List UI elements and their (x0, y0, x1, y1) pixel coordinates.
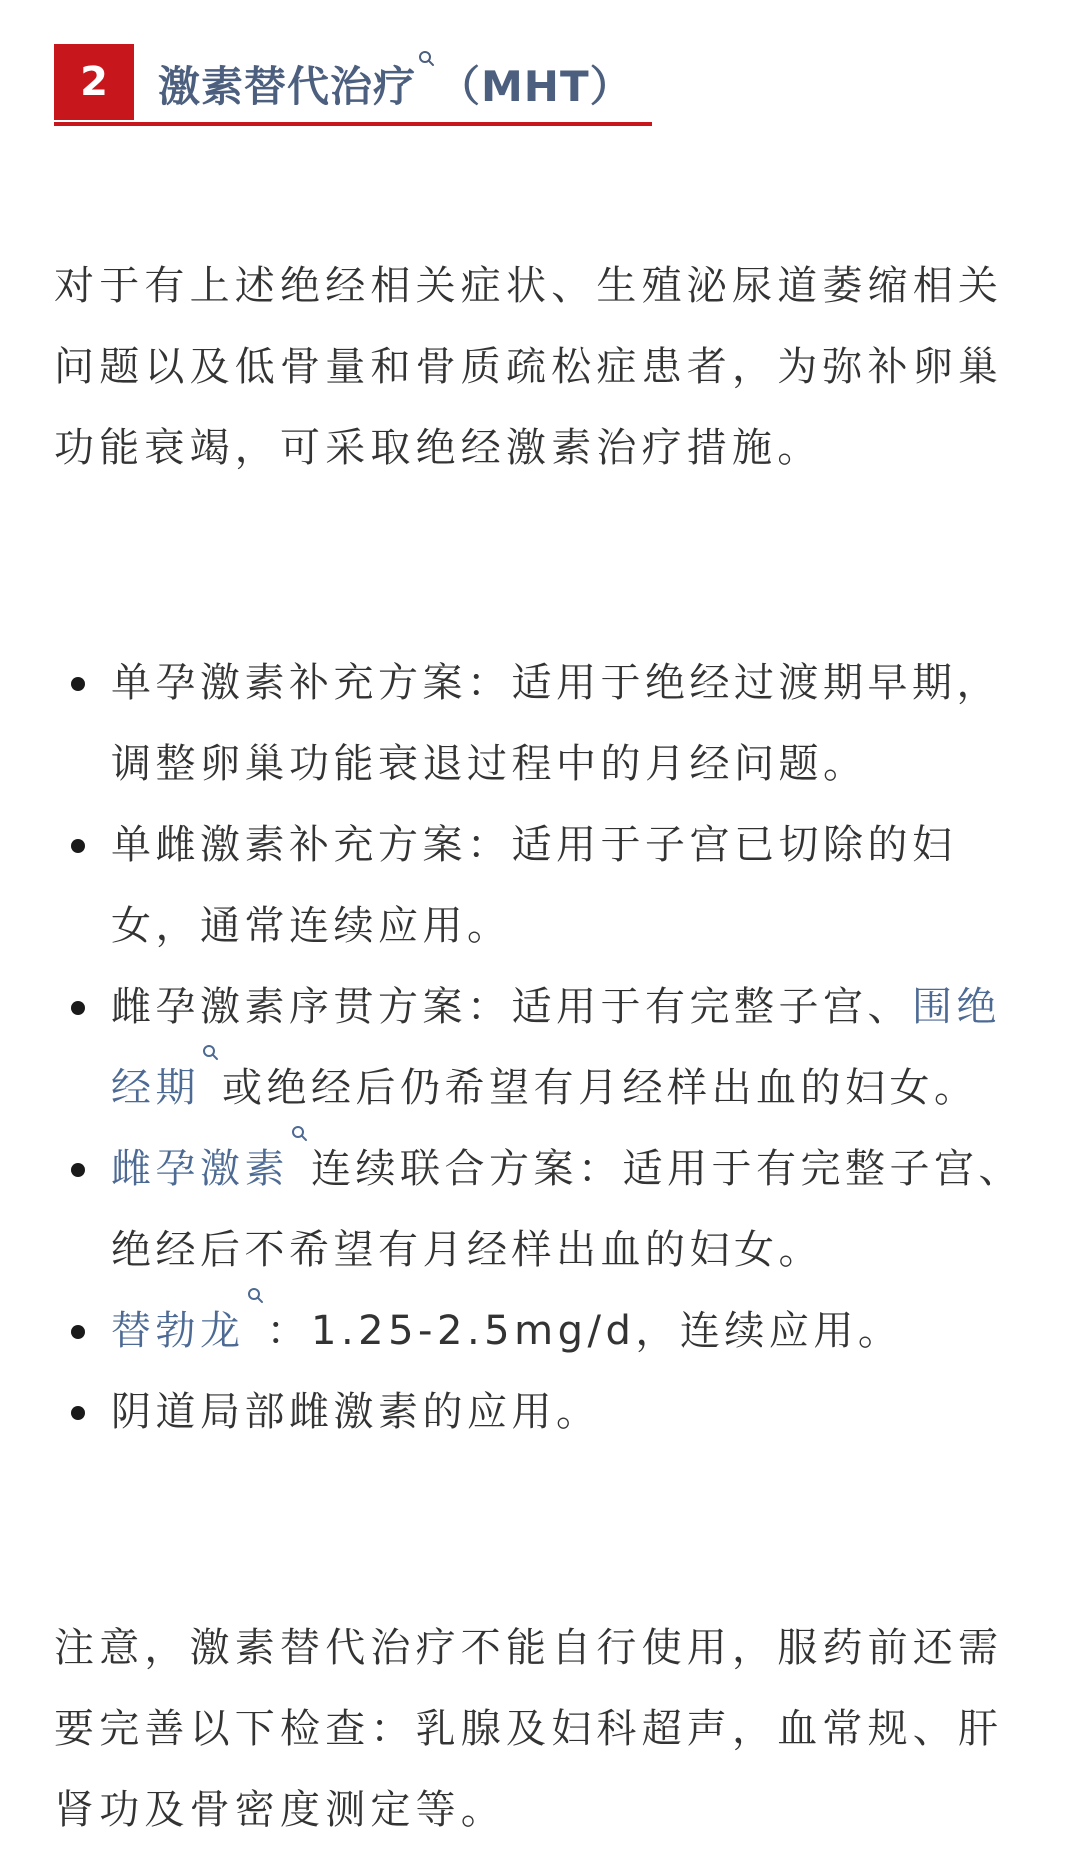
list-item-text: 单孕激素补充方案：适用于绝经过渡期早期，调整卵巢功能衰退过程中的月经问题。 (111, 660, 1001, 787)
bullet-dot (71, 839, 85, 853)
list-item (54, 1291, 1028, 1372)
term-link-perimenopause[interactable]: 围绝经期 (111, 984, 1001, 1111)
term-link-estrogen-progestogen[interactable]: 雌孕激素 (111, 1146, 289, 1192)
section-title-suffix: （MHT） (438, 62, 633, 111)
article-content (54, 44, 1028, 1851)
list-item-text: 或绝经后仍希望有月经样出血的妇女。 (222, 1065, 979, 1111)
section-number: 2 (54, 44, 134, 120)
list-item (54, 967, 1028, 1129)
intro-paragraph: 对于有上述绝经相关症状、生殖泌尿道萎缩相关问题以及低骨量和骨质疏松症患者，为弥补卵巢功能衰竭，可采取绝经激素治疗措施。 (54, 263, 1004, 471)
section-header (54, 44, 652, 128)
search-icon[interactable] (291, 1129, 309, 1149)
list-item-text: 连续联合方案：适用于有完整子宫、绝经后不希望有月经样出血的妇女。 (111, 1146, 1023, 1273)
list-item-text: 雌孕激素序贯方案：适用于有完整子宫、 (111, 984, 912, 1030)
list-item-text: 单雌激素补充方案：适用于子宫已切除的妇女，通常连续应用。 (111, 822, 957, 949)
list-item (54, 1129, 1028, 1291)
bullet-dot (71, 1163, 85, 1177)
list-item (54, 1372, 1028, 1453)
bullet-dot (71, 1001, 85, 1015)
search-icon[interactable] (247, 1291, 265, 1311)
list-item-text: 阴道局部雌激素的应用。 (111, 1389, 601, 1435)
treatment-plan-list (54, 643, 1028, 1453)
list-item (54, 805, 1028, 967)
list-item (54, 643, 1028, 805)
search-icon[interactable] (202, 1048, 220, 1068)
bullet-dot (71, 677, 85, 691)
section-title (158, 54, 633, 114)
note-paragraph: 注意，激素替代治疗不能自行使用，服药前还需要完善以下检查：乳腺及妇科超声，血常规、肝肾功及骨密度测定等。 (54, 1625, 1004, 1833)
list-item-text: ：1.25-2.5mg/d，连续应用。 (266, 1308, 903, 1354)
term-link-tibolone[interactable]: 替勃龙 (111, 1308, 245, 1354)
search-icon[interactable] (418, 54, 436, 74)
bullet-dot (71, 1325, 85, 1339)
section-title-text: 激素替代治疗 (158, 62, 417, 111)
section-underline (54, 122, 652, 126)
bullet-dot (71, 1406, 85, 1420)
